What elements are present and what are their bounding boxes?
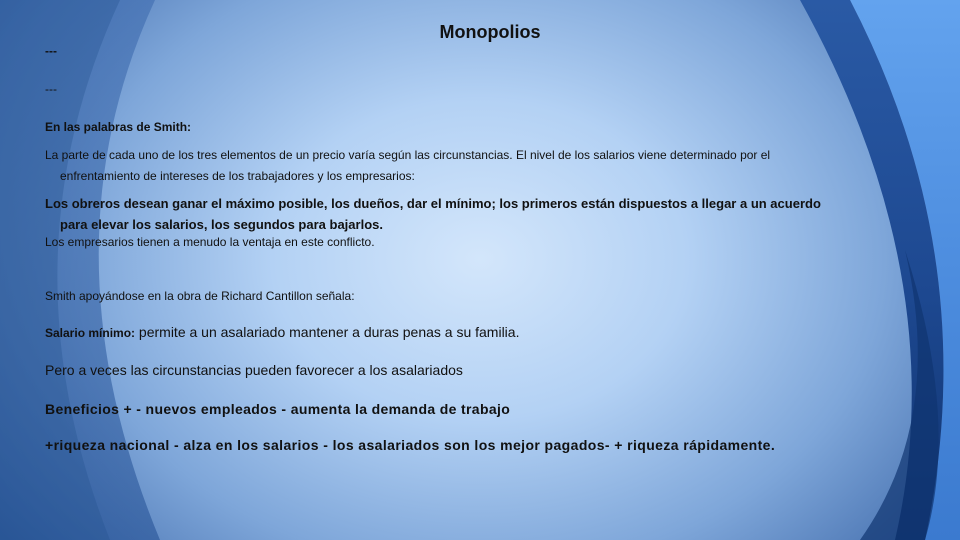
paragraph-wages (45, 145, 945, 187)
paragraph-workers-owners-line1: Los obreros desean ganar el máximo posible, los dueños, dar el mínimo; los primeros están dispuestos a llegar a un acuerdo (45, 196, 821, 211)
paragraph-employers-advantage: Los empresarios tienen a menudo la ventaja en este conflicto. (45, 235, 375, 249)
paragraph-workers-owners-line2: para elevar los salarios, los segundos para bajarlos. (60, 217, 383, 232)
paragraph-minimum-wage (45, 324, 519, 340)
paragraph-national-wealth: +riqueza nacional - alza en los salarios - los asalariados son los mejor pagados- + riqueza rápidamente. (45, 437, 776, 453)
paragraph-cantillon: Smith apoyándose en la obra de Richard Cantillon señala: (45, 289, 355, 303)
paragraph-workers-owners (45, 193, 945, 235)
separator-2: --- (45, 82, 57, 96)
paragraph-wages-line2: enfrentamiento de intereses de los trabajadores y los empresarios: (60, 169, 415, 183)
minimum-wage-text: permite a un asalariado mantener a duras penas a su familia. (135, 324, 520, 340)
paragraph-benefits: Beneficios + - nuevos empleados - aumenta la demanda de trabajo (45, 401, 511, 417)
paragraph-wages-line1: La parte de cada uno de los tres elementos de un precio varía según las circunstancias. El nivel de los salarios viene determinado por el (45, 148, 771, 162)
separator-1: --- (45, 44, 57, 58)
slide-title: Monopolios (439, 22, 541, 42)
paragraph-circumstances: Pero a veces las circunstancias pueden favorecer a los asalariados (45, 362, 463, 378)
smith-heading: En las palabras de Smith: (45, 120, 192, 134)
minimum-wage-label: Salario mínimo: (45, 326, 136, 340)
